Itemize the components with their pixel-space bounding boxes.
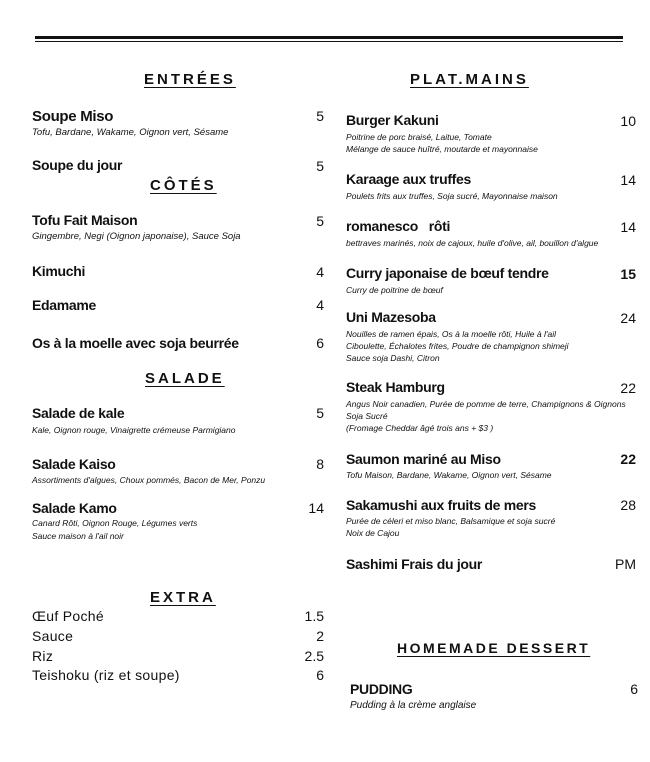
item-desc: Kale, Oignon rouge, Vinaigrette crémeuse Parmigiano <box>32 425 236 435</box>
item-name: Tofu Fait Maison <box>32 212 138 228</box>
item-name: Kimuchi <box>32 263 86 279</box>
item-name: Sashimi Frais du jour <box>346 556 483 572</box>
item-price: 14 <box>308 500 324 516</box>
item-price: 28 <box>620 497 636 513</box>
item-name: Sakamushi aux fruits de mers <box>346 497 537 513</box>
item-name: Salade Kamo <box>32 500 117 516</box>
item-price: 6 <box>630 681 638 697</box>
item-name: Burger Kakuni <box>346 112 439 128</box>
item-name: romanesco rôti <box>346 218 451 234</box>
salade-heading: SALADE <box>145 370 225 387</box>
item-price: 6 <box>316 335 324 351</box>
item-price: 22 <box>620 451 636 467</box>
item-name: Salade de kale <box>32 405 125 421</box>
item-name: Saumon mariné au Miso <box>346 451 501 467</box>
item-desc: Mélange de sauce huîtré, moutarde et mayonnaise <box>346 144 538 154</box>
item-name: Karaage aux truffes <box>346 171 472 187</box>
item-desc: Gingembre, Negi (Oignon japonaise), Sauce Soja <box>32 231 241 242</box>
entrees-heading: ENTRÉES <box>144 71 236 88</box>
top-rule-thin <box>35 41 623 42</box>
item-name: Soupe Miso <box>32 108 114 125</box>
item-desc: Poulets frits aux truffes, Soja sucré, Mayonnaise maison <box>346 191 558 201</box>
item-desc: Sauce maison à l'ail noir <box>32 531 124 541</box>
item-price: 14 <box>620 172 636 188</box>
item-desc: (Fromage Cheddar âgé trois ans + $3 ) <box>346 423 494 433</box>
item-name: Soupe du jour <box>32 157 123 173</box>
item-desc: Tofu, Bardane, Wakame, Oignon vert, Sésame <box>32 127 229 138</box>
item-desc: Canard Rôti, Oignon Rouge, Légumes verts <box>32 518 198 528</box>
dessert-heading: HOMEMADE DESSERT <box>397 640 591 656</box>
item-price: 14 <box>620 219 636 235</box>
item-price: 24 <box>620 310 636 326</box>
item-desc: Sauce soja Dashi, Citron <box>346 353 440 363</box>
item-name: Os à la moelle avec soja beurrée <box>32 335 239 351</box>
item-desc: Nouilles de ramen épais, Os à la moelle rôti, Huile à l'ail <box>346 329 556 339</box>
extra-name: Sauce <box>32 628 74 644</box>
item-desc: Angus Noir canadien, Purée de pomme de terre, Champignons & Oignons <box>346 399 626 409</box>
extra-name: Œuf Poché <box>32 608 104 624</box>
item-price: 5 <box>316 213 324 229</box>
extra-price: 2 <box>316 628 324 644</box>
extra-price: 6 <box>316 667 324 683</box>
plats-heading: PLAT.MAINS <box>410 71 529 88</box>
item-desc: Curry de poitrine de bœuf <box>346 285 443 295</box>
top-rule-thick <box>35 36 623 39</box>
item-name: Uni Mazesoba <box>346 309 436 325</box>
item-desc: Tofu Maison, Bardane, Wakame, Oignon vert, Sésame <box>346 470 552 480</box>
item-price: 15 <box>620 266 636 282</box>
item-desc: Soja Sucré <box>346 411 388 421</box>
item-price: 10 <box>620 113 636 129</box>
extra-price: 2.5 <box>304 648 324 664</box>
item-desc: Noix de Cajou <box>346 528 400 538</box>
item-name: Steak Hamburg <box>346 379 445 395</box>
item-desc: Ciboulette, Échalotes frites, Poudre de champignon shimeji <box>346 341 569 351</box>
item-price: 8 <box>316 456 324 472</box>
extra-name: Teishoku (riz et soupe) <box>32 667 180 683</box>
item-desc: Assortiments d'algues, Choux pommés, Bacon de Mer, Ponzu <box>32 475 266 485</box>
item-name: Salade Kaiso <box>32 456 116 472</box>
item-desc: bettraves marinés, noix de cajoux, huile d'olive, ail, bouillon d'algue <box>346 238 599 248</box>
item-name: Curry japonaise de bœuf tendre <box>346 265 549 281</box>
item-desc: Purée de céleri et miso blanc, Balsamique et soja sucré <box>346 516 556 526</box>
item-price: 4 <box>316 264 324 280</box>
extra-name: Riz <box>32 648 54 664</box>
item-price: 5 <box>316 405 324 421</box>
extra-heading: EXTRA <box>150 589 216 606</box>
item-price: 5 <box>316 108 324 124</box>
item-price: 5 <box>316 158 324 174</box>
item-desc: Poitrine de porc braisé, Laitue, Tomate <box>346 132 492 142</box>
item-price: 4 <box>316 297 324 313</box>
item-desc: Pudding à la crème anglaise <box>350 700 477 711</box>
item-name: PUDDING <box>350 681 413 697</box>
cotes-heading: CÔTÉS <box>150 177 217 194</box>
item-name: Edamame <box>32 297 97 313</box>
extra-price: 1.5 <box>304 608 324 624</box>
item-price: 22 <box>620 380 636 396</box>
item-price: PM <box>615 556 636 572</box>
